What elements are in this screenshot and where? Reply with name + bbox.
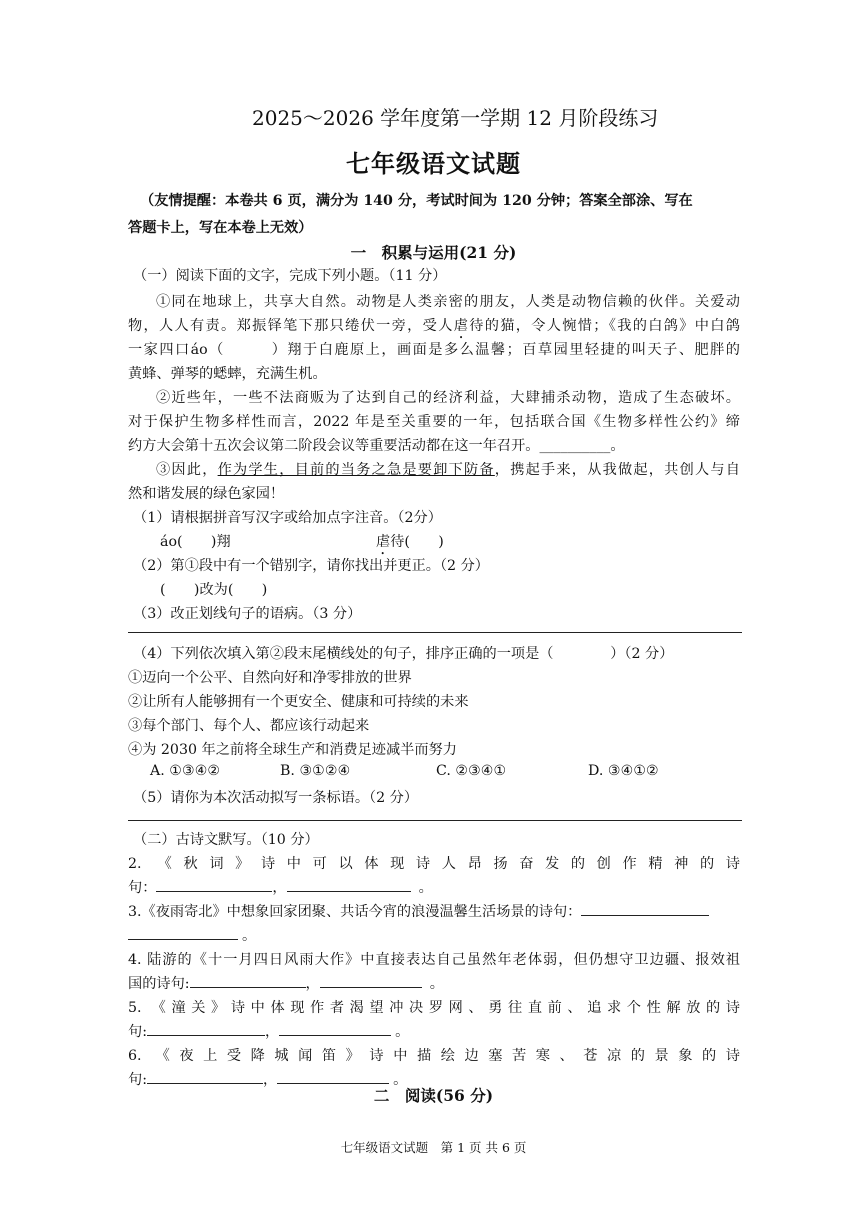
part-2-title: （二）古诗文默写。（10 分） <box>133 832 319 848</box>
section-1-title: 一 积累与运用(21 分) <box>350 243 517 262</box>
question-1-b: 虐待( ) <box>376 534 444 550</box>
answer-blank[interactable] <box>147 1069 263 1084</box>
q4-item-1: ①迈向一个公平、自然向好和净零排放的世界 <box>128 670 412 686</box>
page-footer: 七年级语文试题 第 1 页 共 6 页 <box>340 1140 527 1155</box>
answer-blank[interactable] <box>320 973 422 988</box>
notice-line-1: （友情提醒：本卷共 6 页，满分为 140 分，考试时间为 120 分钟；答案全部涂、写在 <box>140 193 693 209</box>
para-2-line-2: 对于保护生物多样性而言，2022 年是至关重要的一年，包括联合国《生物多样性公约》缔 <box>128 414 740 430</box>
answer-blank[interactable] <box>128 925 238 940</box>
para-1-line-4: 黄蜂、弹琴的蟋蟀，充满生机。 <box>128 366 327 382</box>
answer-blank[interactable] <box>277 1069 389 1084</box>
q4-item-3: ③每个部门、每个人、都应该行动起来 <box>128 718 370 734</box>
answer-blank[interactable] <box>156 877 272 892</box>
answer-blank[interactable] <box>279 1021 391 1036</box>
underlined-sentence: 作为学生，目前的当务之急是要卸下防备 <box>217 462 495 478</box>
emphasized-char: 虐 <box>453 318 470 334</box>
answer-line-q5 <box>128 820 742 821</box>
para-1-line-1: ①同在地球上，共享大自然。动物是人类亲密的朋友，人类是动物信赖的伙伴。关爱动 <box>156 294 740 310</box>
poem-q3-line-2: 。 <box>128 925 256 945</box>
notice-line-2: 答题卡上，写在本卷上无效） <box>128 220 313 236</box>
para-2-line-3: 约方大会第十五次会议第二阶段会议等重要活动都在这一年召开。__________。 <box>128 438 625 454</box>
part-1-title: （一）阅读下面的文字，完成下列小题。（11 分） <box>133 268 447 284</box>
poem-q6-line-1: 6. 《夜上受降城闻笛》诗中描绘边塞苦寒、苍凉的景象的诗 <box>128 1048 740 1064</box>
answer-blank[interactable] <box>287 877 411 892</box>
para-1-line-2: 物，人人有责。郑振铎笔下那只绻伏一旁，受人虐待的猫，令人惋惜；《我的白鸽》中白鸽 <box>128 318 740 334</box>
poem-q2-line-1: 2. 《秋词》诗中可以体现诗人昂扬奋发的创作精神的诗 <box>128 856 740 872</box>
question-4-stem: （4）下列依次填入第②段末尾横线处的句子，排序正确的一项是（ ）（2 分） <box>133 646 674 662</box>
exam-subtitle: 七年级语文试题 <box>346 149 521 178</box>
q4-item-2: ②让所有人能够拥有一个更安全、健康和可持续的未来 <box>128 694 469 710</box>
section-2-title: 二 阅读(56 分) <box>373 1086 494 1105</box>
para-2-line-1: ②近些年，一些不法商贩为了达到自己的经济利益，大肆捕杀动物，造成了生态破坏。 <box>156 390 740 406</box>
question-1-a: áo( )翔 <box>160 534 231 550</box>
para-1-line-3: 一家四口áo（ ）翔于白鹿原上，画面是多么温馨；百草园里轻捷的叫天子、肥胖的 <box>128 342 740 358</box>
question-5-stem: （5）请你为本次活动拟写一条标语。（2 分） <box>133 790 419 806</box>
q4-option-d: D. ③④①② <box>588 763 659 779</box>
answer-blank[interactable] <box>581 901 709 916</box>
poem-q2-line-2: 句： ， 。 <box>128 877 433 897</box>
question-2-stem: （2）第①段中有一个错别字，请你找出并更正。（2 分） <box>133 558 489 574</box>
poem-q3-line-1: 3.《夜雨寄北》中想象回家团聚、共话今宵的浪漫温馨生活场景的诗句： <box>128 901 709 921</box>
q4-option-b: B. ③①②④ <box>280 763 351 779</box>
q4-item-4: ④为 2030 年之前将全球生产和消费足迹减半而努力 <box>128 742 457 758</box>
poem-q5-line-2: 句: ， 。 <box>128 1021 409 1041</box>
para-3-line-1: ③因此，作为学生，目前的当务之急是要卸下防备，携起手来，从我做起，共创人与自 <box>156 462 740 478</box>
poem-q4-line-2: 国的诗句: ， 。 <box>128 973 444 993</box>
question-2-blank: ( )改为( ) <box>160 582 268 598</box>
q4-option-a: A. ①③④② <box>150 763 221 779</box>
para-3-line-2: 然和谐发展的绿色家园！ <box>128 486 285 502</box>
question-1-stem: （1）请根据拼音写汉字或给加点字注音。（2分） <box>133 510 442 526</box>
question-3-stem: （3）改正划线句子的语病。（3 分） <box>133 606 362 622</box>
poem-q6-line-2: 句: ， 。 <box>128 1069 407 1089</box>
poem-q5-line-1: 5. 《潼关》诗中体现作者渴望冲决罗网、勇往直前、追求个性解放的诗 <box>128 1000 740 1016</box>
exam-title: 2025～2026 学年度第一学期 12 月阶段练习 <box>252 106 659 130</box>
answer-line-q3 <box>128 632 742 633</box>
answer-blank[interactable] <box>147 1021 265 1036</box>
answer-blank[interactable] <box>190 973 306 988</box>
poem-q4-line-1: 4. 陆游的《十一月四日风雨大作》中直接表达自己虽然年老体弱，但仍想守卫边疆、报效祖 <box>128 952 740 968</box>
q4-option-c: C. ②③④① <box>436 763 507 779</box>
